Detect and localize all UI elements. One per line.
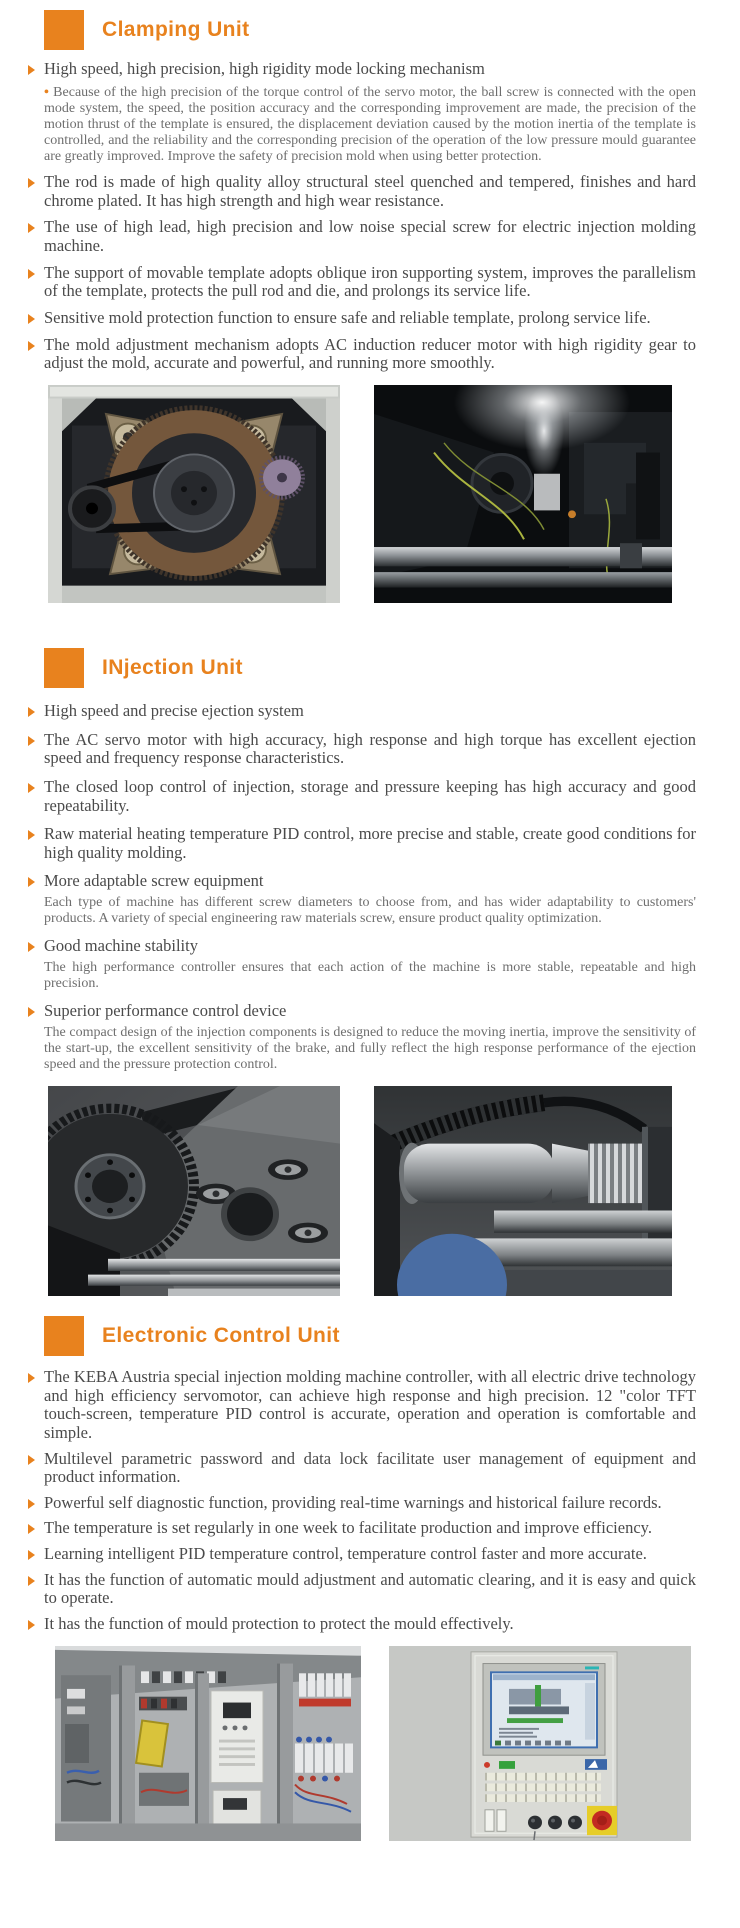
bullet-item: [0, 1545, 740, 1564]
bullet-text: Sensitive mold protection function to ensure safe and reliable template, prolong service life.: [44, 307, 651, 327]
bullet-text: More adaptable screw equipment: [44, 871, 264, 891]
bullet-item: [0, 702, 740, 721]
bullet-arrow-icon: [28, 173, 44, 210]
orange-square-marker: [44, 1316, 84, 1356]
bullet-item: [0, 731, 740, 768]
clamping-unit-front-view-photo: [48, 385, 340, 603]
section-title: INjection Unit: [102, 656, 243, 679]
section-electronic-control-unit: [0, 1310, 740, 1928]
bullet-item: [0, 872, 740, 891]
bullet-arrow-icon: [28, 872, 44, 891]
section-injection-unit: [0, 640, 740, 1310]
bullet-arrow-icon: [28, 1002, 44, 1021]
bullet-subtext: [44, 85, 696, 165]
bullet-item: [0, 1494, 740, 1513]
injection-unit-gear-drive-photo: [48, 1086, 340, 1296]
bullet-text: The use of high lead, high precision and low noise special screw for electric injection molding machine.: [44, 217, 696, 256]
bullet-item: [0, 1368, 740, 1443]
bullet-item: [0, 1519, 740, 1538]
bullet-item: [0, 1615, 740, 1634]
bullet-text: The support of movable template adopts oblique iron supporting system, improves the parallelism of the template, protects the pull rod and die, and prolongs its service life.: [44, 262, 696, 301]
bullet-arrow-icon: [28, 1571, 44, 1608]
bullet-text: It has the function of mould protection to protect the mould effectively.: [44, 1614, 514, 1634]
photo-row: [0, 385, 740, 603]
bullet-item: [0, 1450, 740, 1487]
bullet-text: It has the function of automatic mould adjustment and automatic clearing, and it is easy and quick to operate.: [44, 1569, 696, 1608]
bullet-item: [0, 309, 740, 328]
bullet-arrow-icon: [28, 1368, 44, 1443]
bullet-arrow-icon: [28, 218, 44, 255]
bullet-text: High speed, high precision, high rigidity mode locking mechanism: [44, 59, 485, 78]
bullet-arrow-icon: [28, 778, 44, 815]
bullet-text: The temperature is set regularly in one week to facilitate production and improve efficiency.: [44, 1518, 652, 1538]
photo-row: [0, 1086, 740, 1296]
bullet-arrow-icon: [28, 937, 44, 956]
bullet-text: The mold adjustment mechanism adopts AC induction reducer motor with high rigidity gear to adjust the mold, accurate and powerful, and running more smoothly.: [44, 334, 696, 373]
bullet-item: [0, 218, 740, 255]
bullet-item: [0, 336, 740, 373]
bullet-arrow-icon: [28, 1519, 44, 1538]
bullet-arrow-icon: [28, 264, 44, 301]
bullet-subtext: The high performance controller ensures that each action of the machine is more stable, repeatable and high precision.: [44, 959, 696, 992]
orange-square-marker: [44, 648, 84, 688]
bullet-arrow-icon: [28, 309, 44, 328]
bullet-arrow-icon: [28, 1494, 44, 1513]
bullet-text: Powerful self diagnostic function, providing real-time warnings and historical failure records.: [44, 1492, 662, 1512]
bullet-arrow-icon: [28, 336, 44, 373]
bullet-item: [0, 1002, 740, 1021]
bullet-item: [0, 937, 740, 956]
bullet-item: [0, 825, 740, 862]
bullet-text: The AC servo motor with high accuracy, high response and high torque has excellent ejection speed and frequency response characteristics.: [44, 729, 696, 768]
section-header: [0, 648, 740, 688]
section-title: Clamping Unit: [102, 18, 250, 41]
bullet-subtext: The compact design of the injection components is designed to reduce the moving inertia, improve the sensitivity of the start-up, the excellent sensitivity of the brake, and fully reflect the high response performance of the ejection speed and the pressure protection control.: [44, 1024, 696, 1072]
section-header: [0, 10, 740, 50]
bullet-arrow-icon: [28, 1615, 44, 1634]
bullet-subtext: Each type of machine has different screw diameters to choose from, and has wider adaptability to customers' products. A variety of special engineering raw materials screw, ensure product quality optimization.: [44, 895, 696, 927]
bullet-text: The rod is made of high quality alloy structural steel quenched and tempered, finishes and hard chrome plated. It has high strength and high wear resistance.: [44, 172, 696, 210]
bullet-arrow-icon: [28, 702, 44, 721]
bullet-arrow-icon: [28, 60, 44, 79]
bullet-text: The closed loop control of injection, storage and pressure keeping has high accuracy and good repeatability.: [44, 776, 696, 815]
bullet-arrow-icon: [28, 731, 44, 768]
injection-unit-screw-barrel-photo: [374, 1086, 672, 1296]
bullet-item: [0, 778, 740, 815]
bullet-text: Good machine stability: [44, 936, 198, 956]
sub-bullet-dot: •: [44, 84, 49, 100]
bullet-arrow-icon: [28, 1450, 44, 1487]
bullet-text: Multilevel parametric password and data lock facilitate user management of equipment and product information.: [44, 1448, 696, 1487]
bullet-item: [0, 173, 740, 210]
bullet-text: Learning intelligent PID temperature control, temperature control faster and more accurate.: [44, 1544, 647, 1564]
subtext-body: Because of the high precision of the torque control of the servo motor, the ball screw is connected with the open mode system, the speed, the position accuracy and the corresponding improvement are made, the precision of the motion thrust of the template is ensured, the displacement deviation caused by the motion inertia of the template is controlled, and the reliability and the corresponding precision of the operation of the low pressure mould guarantee are greatly improved. Improve the safety of precision mold when using better protection.: [44, 84, 696, 165]
bullet-arrow-icon: [28, 825, 44, 862]
bullet-item: [0, 264, 740, 301]
bullet-text: High speed and precise ejection system: [44, 701, 304, 720]
bullet-text: Raw material heating temperature PID control, more precise and stable, create good conditions for high quality molding.: [44, 824, 696, 862]
clamping-unit-interior-photo: [374, 385, 672, 603]
section-title: Electronic Control Unit: [102, 1324, 340, 1347]
bullet-text: Superior performance control device: [44, 1001, 287, 1021]
orange-square-marker: [44, 10, 84, 50]
photo-row: [0, 1646, 740, 1841]
bullet-item: [0, 60, 740, 79]
bullet-text: The KEBA Austria special injection molding machine controller, with all electric drive technology and high efficiency servomotor, can achieve high response and high precision. 12 "color TFT touch-screen, temperature PID control is accurate, operation and operation is comfortable and simple.: [44, 1367, 696, 1442]
bullet-arrow-icon: [28, 1545, 44, 1564]
bullet-item: [0, 1571, 740, 1608]
electrical-cabinet-photo: [55, 1646, 361, 1841]
section-header: [0, 1316, 740, 1356]
control-panel-photo: [389, 1646, 691, 1841]
section-clamping-unit: [0, 0, 740, 640]
